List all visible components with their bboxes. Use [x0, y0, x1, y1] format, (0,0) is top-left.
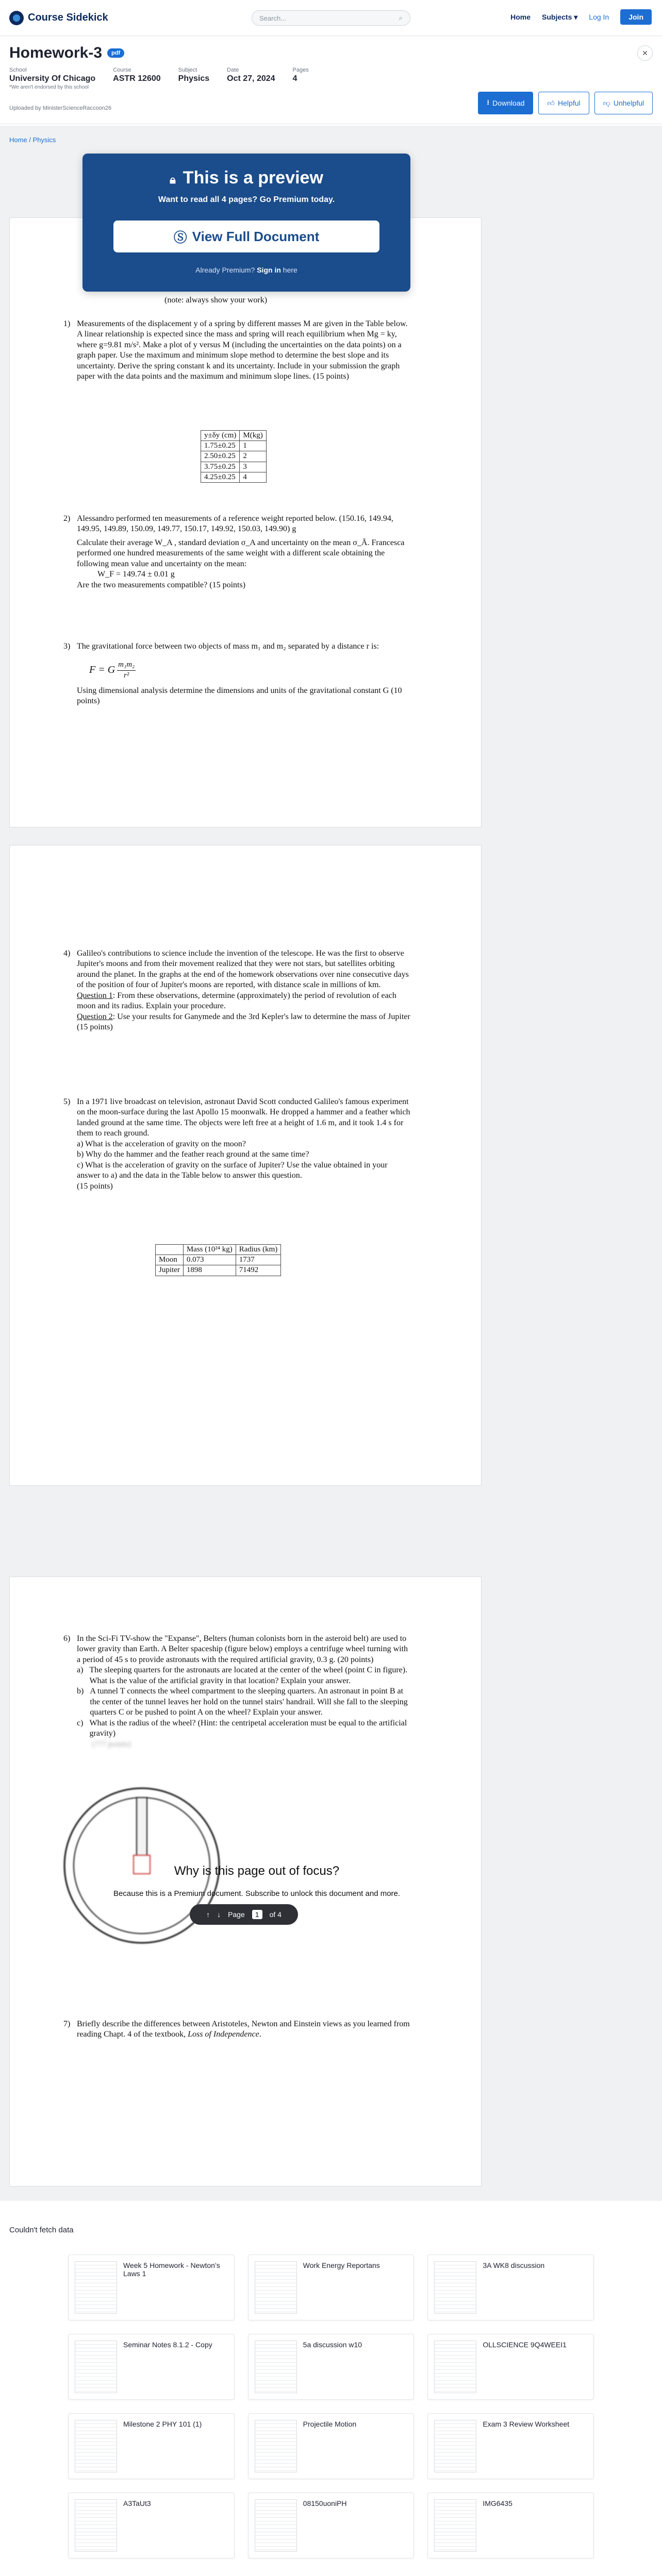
document-thumbnail: [75, 2420, 117, 2472]
main-nav: [510, 9, 652, 25]
data-table: [155, 1244, 281, 1276]
pager-total: of 4: [269, 1910, 282, 1919]
related-document-card[interactable]: [68, 2493, 235, 2558]
download-label: Download: [492, 99, 525, 107]
meta-pages-value: 4: [292, 74, 297, 83]
breadcrumb[interactable]: Home / Physics: [9, 136, 56, 144]
table-row: [201, 441, 267, 451]
meta-subject-value[interactable]: Physics: [178, 74, 210, 83]
gravity-formula: [89, 660, 412, 680]
related-document-title: Week 5 Homework - Newton’s Laws 1: [123, 2261, 220, 2278]
question-number: 4): [63, 949, 71, 958]
table-cell: 2.50±0.25: [201, 451, 240, 462]
meta-date: [227, 67, 275, 90]
table-cell: 3: [240, 462, 266, 472]
document-title-row: [9, 44, 653, 62]
already-premium-text: Already Premium?: [195, 266, 255, 274]
table-header-row: [201, 431, 267, 441]
download-button[interactable]: [478, 92, 533, 114]
spring-data-table: [201, 430, 267, 483]
fetch-error: Couldn't fetch data: [9, 2226, 74, 2234]
related-document-card[interactable]: [68, 2413, 235, 2479]
document-thumbnail: [255, 2499, 297, 2552]
question-text: In the Sci-Fi TV-show the "Expanse", Belters (human colonists born in the asteroid belt) are used to lower gravity than Earth. A Belter spaceship (figure below) employs a centrifuge wheel turning with a period of 45 s to provide astronauts with the required artificial gravity, 0.3 g. (20 points): [77, 1634, 408, 1664]
document-thumbnail: [434, 2420, 476, 2472]
document-meta: [9, 67, 653, 90]
table-cell: 3.75±0.25: [201, 462, 240, 472]
document-thumbnail: [434, 2261, 476, 2314]
planet-data-table: [155, 1244, 281, 1276]
download-icon: ⭳: [487, 98, 490, 106]
table-row: [201, 451, 267, 462]
meta-subject-label: Subject: [178, 67, 197, 73]
table-cell: 2: [240, 451, 266, 462]
document-thumbnail: [75, 2499, 117, 2552]
question-text: Galileo's contributions to science include the invention of the telescope. He was the first to observe Jupiter's moons and from their movement realized that they were not stars, but satellites orbiting around the planet. In the graphs at the end of the homework observations over nine consecutive days of the position of four of Jupiter's moons are reported, with distance scale in millions of km.: [77, 949, 409, 990]
close-icon[interactable]: ✕: [637, 45, 653, 61]
question-2: [63, 514, 412, 590]
view-full-document-button[interactable]: [113, 221, 379, 252]
question-text: Alessandro performed ten measurements of a reference weight reported below. (150.16, 149.94, 149.95, 149.89, 150.09, 149.77, 150.17, 149.92, 150.03, 149.90) g: [77, 514, 393, 534]
table-header-cell: [156, 1245, 184, 1255]
related-document-title: Milestone 2 PHY 101 (1): [123, 2420, 202, 2428]
document-header: [9, 44, 653, 90]
meta-school-note: *We aren't endorsed by this school: [9, 84, 89, 90]
meta-course: [113, 67, 161, 90]
page-navigator: [190, 1904, 298, 1925]
related-document-card[interactable]: [248, 2255, 415, 2320]
meta-date-label: Date: [227, 67, 239, 73]
subpart-label: b): [77, 1687, 84, 1696]
formula-lhs: F = G: [89, 664, 115, 676]
question-subpart-2: : Use your results for Ganymede and the 3rd Kepler's law to determine the mass of Jupiter: [112, 1012, 410, 1021]
question-5: [63, 1097, 412, 1192]
logo-icon: [9, 11, 24, 25]
site-logo[interactable]: [9, 11, 108, 25]
sign-in-suffix: here: [283, 266, 297, 274]
nav-home[interactable]: Home: [510, 13, 531, 21]
related-document-card[interactable]: [427, 2255, 594, 2320]
focus-title: Why is this page out of focus?: [174, 1864, 340, 1878]
question-3: [63, 641, 412, 707]
search-icon[interactable]: ⌕: [399, 14, 403, 22]
document-page-2: [9, 845, 482, 1486]
page-number-input[interactable]: 1: [252, 1910, 262, 1919]
table-row: [201, 472, 267, 482]
document-thumbnail: [434, 2341, 476, 2393]
related-document-title: Projectile Motion: [303, 2420, 357, 2428]
document-page-3: [9, 1577, 482, 2187]
already-premium: [82, 266, 410, 274]
table-cell: 1737: [236, 1255, 281, 1265]
question-4: [63, 948, 412, 1033]
meta-school: [9, 67, 95, 90]
table-cell: 71492: [236, 1265, 281, 1276]
thumbs-down-icon: 👎︎: [603, 98, 610, 107]
related-document-card[interactable]: [68, 2334, 235, 2400]
unhelpful-button[interactable]: [594, 92, 653, 114]
question-text: In a 1971 live broadcast on television, astronaut David Scott conducted Galileo's famous experiment on the moon-surface during the last Apollo 15 moonwalk. He dropped a hammer and a feather which landed ground at the same time. The objects were left free at a height of 1.6 m, and it took 1.4 s for them to reach ground.: [77, 1097, 410, 1138]
uploaded-by: Uploaded by MinisterScienceRaccoon26: [9, 105, 112, 111]
meta-date-value: Oct 27, 2024: [227, 74, 275, 83]
login-link[interactable]: Log In: [589, 13, 609, 21]
subpart-text: The sleeping quarters for the astronauts are located at the center of the wheel (point C in figure). What is the value of the artificial gravity in that location? Explain your answer.: [89, 1666, 408, 1685]
question-points: (15 points): [77, 1181, 113, 1191]
question-subpart-a: a) What is the acceleration of gravity on the moon?: [77, 1139, 246, 1148]
table-row: [156, 1265, 281, 1276]
unhelpful-label: Unhelpful: [613, 99, 644, 107]
meta-school-label: School: [9, 67, 27, 73]
related-document-title: IMG6435: [483, 2499, 512, 2507]
related-document-title: Exam 3 Review Worksheet: [483, 2420, 570, 2428]
subpart-label: c): [77, 1718, 84, 1727]
related-document-card[interactable]: [427, 2493, 594, 2558]
question-subpart-b: b) Why do the hammer and the feather reach ground at the same time?: [77, 1150, 309, 1159]
chevron-down-icon: ▾: [574, 12, 578, 21]
premium-focus-overlay: [59, 1863, 454, 1899]
helpful-label: Helpful: [558, 99, 581, 107]
question-number: 7): [63, 2020, 71, 2028]
preview-subtitle: Want to read all 4 pages? Go Premium today.: [158, 195, 335, 204]
related-document-card[interactable]: [248, 2493, 415, 2558]
subpart-label: a): [77, 1666, 84, 1675]
related-document-title: 3A WK8 discussion: [483, 2261, 545, 2269]
document-thumbnail: [255, 2420, 297, 2472]
related-document-card[interactable]: [427, 2334, 594, 2400]
preview-banner: [82, 154, 410, 292]
sign-in-link[interactable]: Sign in: [257, 266, 281, 274]
page-down-icon[interactable]: ↓: [217, 1910, 221, 1919]
data-table: [201, 430, 267, 483]
related-document-title: 08150uoniPH: [303, 2499, 347, 2507]
dollar-icon: Ⓢ: [173, 229, 187, 245]
meta-course-value[interactable]: ASTR 12600: [113, 74, 161, 83]
search-placeholder: Search...: [259, 14, 287, 22]
question-subpart-1: : From these observations, determine (approximately) the period of revolution of each moon and its radius. Explain your procedure.: [77, 991, 396, 1011]
logo-text: Course Sidekick: [28, 12, 108, 23]
related-document-title: 5a discussion w10: [303, 2341, 362, 2349]
question-subpart-c: c) What is the acceleration of gravity on the surface of Jupiter? Use the value obtained in your answer to a) and the data in the Table below to answer this question.: [77, 1160, 388, 1180]
preview-title: This is a preview: [183, 168, 323, 188]
formula-denominator: r²: [124, 671, 129, 680]
table-cell: 0.073: [183, 1255, 236, 1265]
related-document-card[interactable]: [248, 2334, 415, 2400]
document-title: Homework-3: [9, 44, 103, 61]
helpful-button[interactable]: [538, 92, 589, 114]
table-cell: Jupiter: [156, 1265, 184, 1276]
formula-fraction: [117, 660, 136, 680]
preview-title-row: [82, 168, 410, 188]
meta-course-label: Course: [113, 67, 131, 73]
question-formula: W_F = 149.74 ± 0.01 g: [97, 570, 175, 579]
table-cell: Moon: [156, 1255, 184, 1265]
document-thumbnail: [255, 2341, 297, 2393]
meta-pages-label: Pages: [292, 67, 309, 73]
question-subpart-c: [77, 1718, 412, 1739]
question-text: Measurements of the displacement y of a spring by different masses M are given in the Table below. A linear relationship is expected since the mass and spring will reach equilibrium when Mg = ky, where g=9.81 m/s². Make a plot of y versus M (including the uncertainties on the data points) on a graph paper. Use the maximum and minimum slope method to determine the best slope and its uncertainty. Derive the spring constant k and its uncertainty. Include in your submission the graph paper with the data points and the maximum and minimum slope lines. (15 points): [77, 319, 408, 381]
question-subpart-label: Question 1: [77, 991, 113, 1000]
question-text-b: Using dimensional analysis determine the dimensions and units of the gravitational constant G (10 points): [77, 686, 402, 706]
pager-label: Page: [228, 1910, 245, 1919]
table-header-cell: Radius (km): [236, 1245, 281, 1255]
meta-school-value[interactable]: University Of Chicago: [9, 74, 96, 83]
question-number: 5): [63, 1097, 71, 1106]
book-title: Loss of Independence: [188, 2030, 259, 2039]
file-type-badge: pdf: [107, 48, 124, 58]
thumbs-up-icon: 👍︎: [547, 98, 555, 107]
document-thumbnail: [75, 2341, 117, 2393]
related-document-card[interactable]: [248, 2413, 415, 2479]
document-page-1: [9, 217, 482, 827]
related-document-title: A3TaUt3: [123, 2499, 151, 2507]
related-document-card[interactable]: [427, 2413, 594, 2479]
table-cell: 1.75±0.25: [201, 441, 240, 451]
document-actions: [478, 92, 653, 114]
question-text: The gravitational force between two objects of mass m₁ and m₂ separated by a distance r is:: [77, 642, 379, 651]
nav-subjects-label: Subjects: [542, 12, 572, 21]
subpart-text: A tunnel T connects the wheel compartment to the sleeping quarters. An astronaut in point B at the center of the tunnel leaves her hold on the tunnel stairs' handrail. Will she fall to the sleeping quarters C or be pushed to point A on the wheel? Explain your answer.: [90, 1687, 408, 1717]
formula-numerator: m₁m₂: [117, 660, 136, 670]
table-cell: 4.25±0.25: [201, 472, 240, 482]
question-number: 2): [63, 514, 71, 523]
search-input[interactable]: [252, 10, 410, 26]
nav-subjects[interactable]: [542, 13, 577, 22]
table-cell: 1: [240, 441, 266, 451]
document-thumbnail: [255, 2261, 297, 2314]
table-row: [201, 462, 267, 472]
related-document-title: Seminar Notes 8.1.2 - Copy: [123, 2341, 212, 2349]
question-number: 6): [63, 1634, 71, 1643]
question-text-end: .: [259, 2030, 261, 2039]
question-points: (15 points): [77, 1023, 113, 1032]
document-thumbnail: [75, 2261, 117, 2314]
meta-pages: [293, 67, 309, 90]
question-text: Briefly describe the differences between Aristoteles, Newton and Einstein views as you learned from reading Chapt. 4 of the textbook,: [77, 2020, 410, 2039]
related-document-title: OLLSCIENCE 9Q4WEEI1: [483, 2341, 567, 2349]
question-number: 1): [63, 319, 71, 328]
question-6: [63, 1634, 412, 1750]
table-row: [156, 1255, 281, 1265]
table-header-cell: M(kg): [240, 431, 266, 441]
view-full-document-label: View Full Document: [192, 228, 320, 244]
question-text-b: Calculate their average W_A , standard deviation σ_A and uncertainty on the mean σ_Ā. Francesca performed one hundred measurements of the same weight with a different scale obtaining the following mean value and uncertainty on the mean:: [77, 538, 405, 568]
page-up-icon[interactable]: ↑: [206, 1910, 210, 1919]
top-navbar: [0, 0, 662, 36]
page-note: (note: always show your work): [164, 296, 268, 304]
document-thumbnail: [434, 2499, 476, 2552]
related-documents-grid: [68, 2255, 594, 2558]
question-number: 3): [63, 642, 71, 651]
table-cell: 4: [240, 472, 266, 482]
join-button[interactable]: Join: [620, 9, 652, 25]
table-header-cell: Mass (10²⁴ kg): [183, 1245, 236, 1255]
table-header-row: [156, 1245, 281, 1255]
question-1: [63, 319, 412, 382]
related-document-title: Work Energy Reportans: [303, 2261, 380, 2269]
question-subpart-label: Question 2: [77, 1012, 113, 1021]
table-cell: 1898: [183, 1265, 236, 1276]
question-7: [63, 2019, 412, 2040]
question-subpart-a: [77, 1665, 412, 1686]
meta-subject: [178, 67, 209, 90]
table-header-cell: y±δy (cm): [201, 431, 240, 441]
related-document-card[interactable]: [68, 2255, 235, 2320]
focus-text: Because this is a Premium document. Subscribe to unlock this document and more.: [113, 1889, 401, 1898]
blurred-points: (??? points): [92, 1739, 131, 1749]
lock-icon: 🔒︎: [170, 173, 176, 186]
question-subpart-b: [77, 1686, 412, 1718]
subpart-text: What is the radius of the wheel? (Hint: the centripetal acceleration must be equal to the artificial gravity): [89, 1718, 407, 1738]
question-text-c: Are the two measurements compatible? (15 points): [77, 580, 246, 589]
